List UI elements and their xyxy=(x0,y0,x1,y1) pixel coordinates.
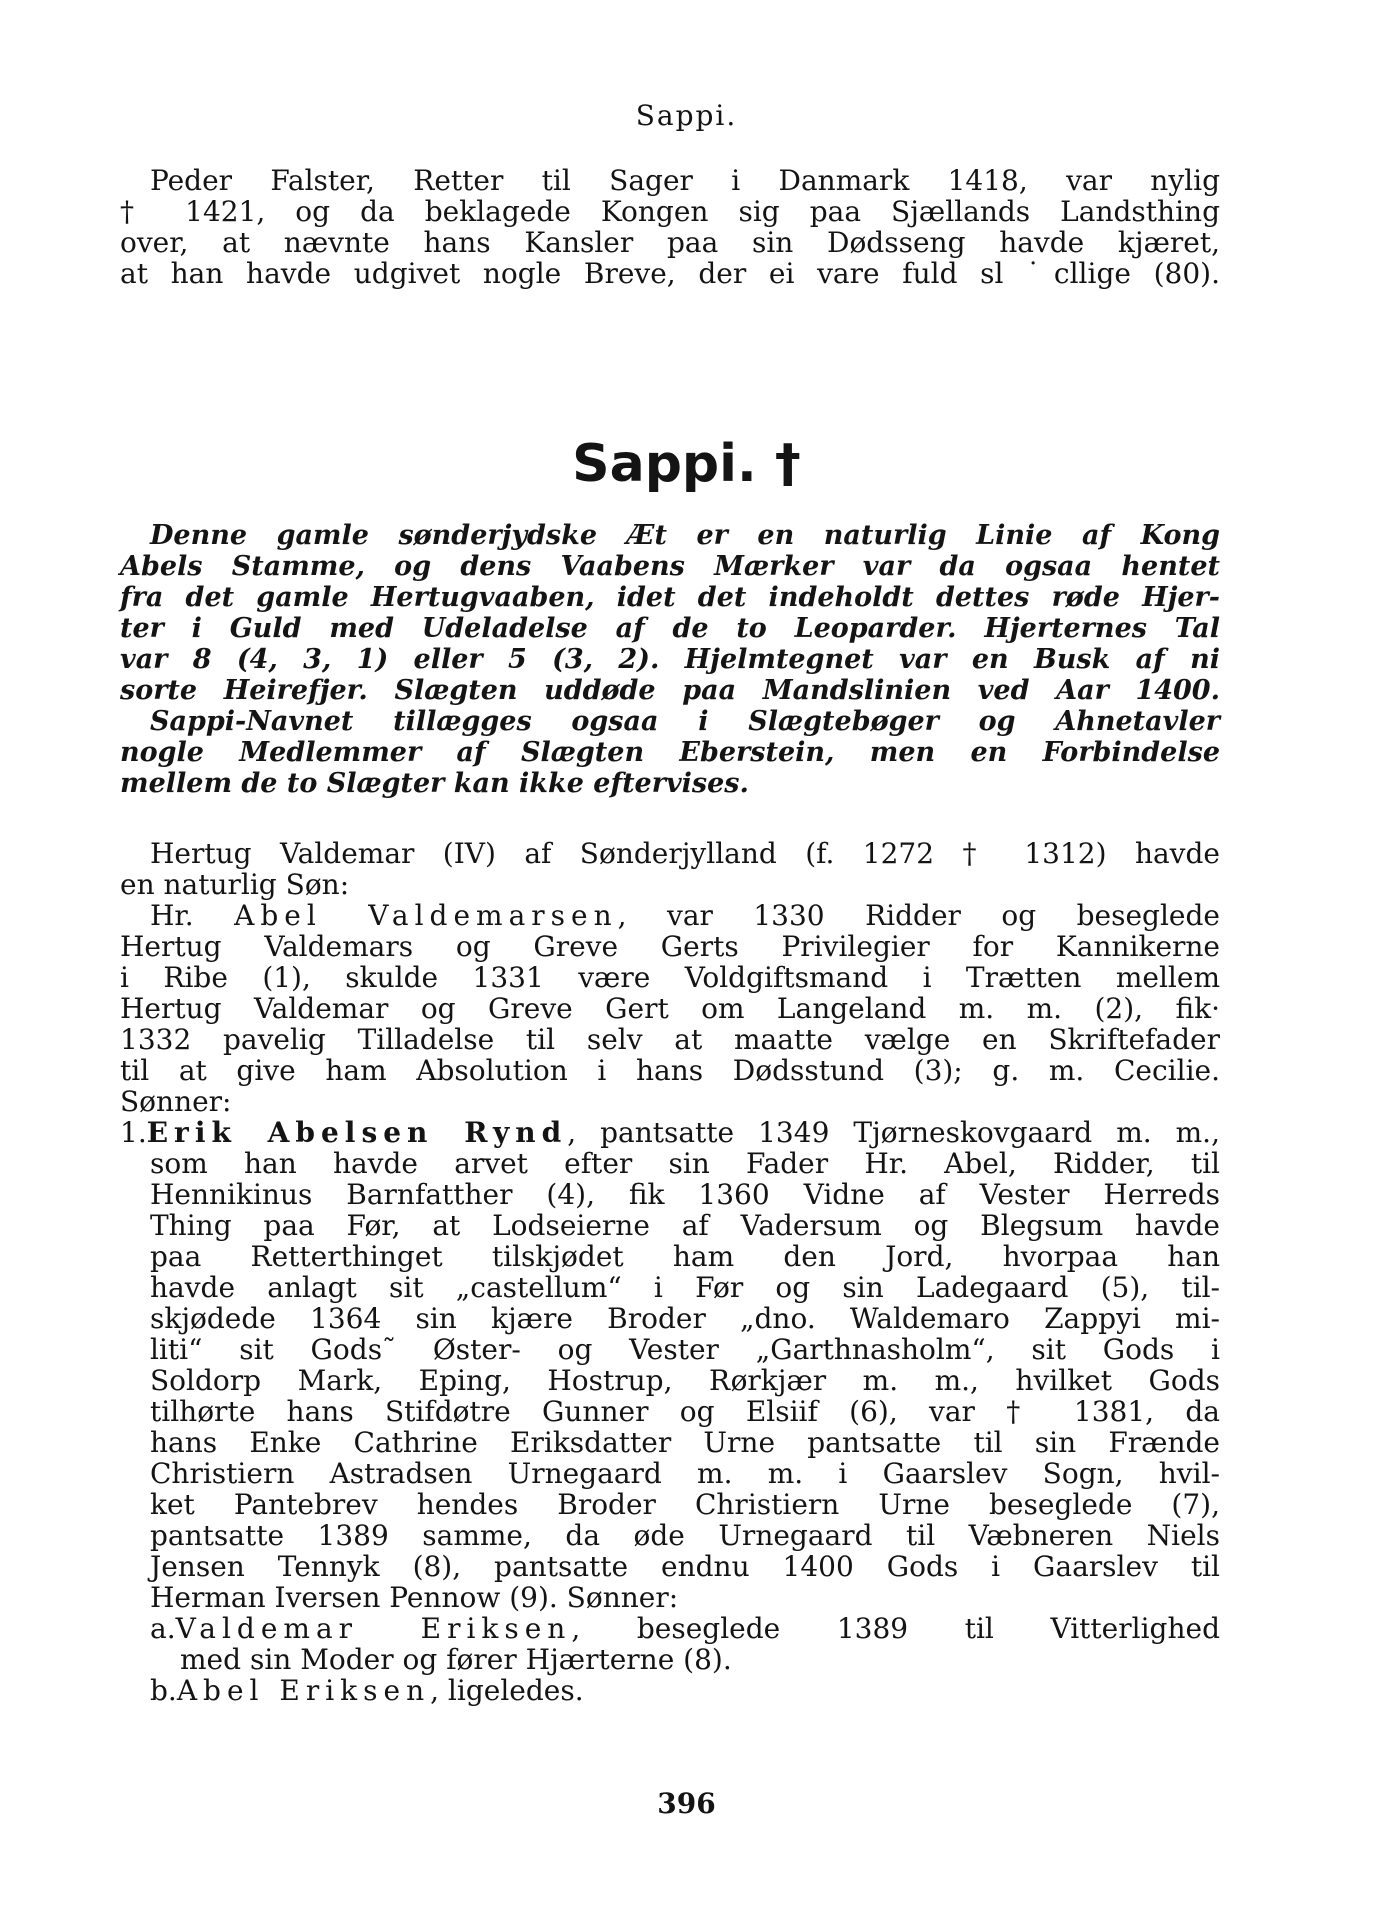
italic-line: Denne gamle sønderjydske Æt er en naturlig Linie af Kong xyxy=(150,520,1220,551)
abel-line: i Ribe (1), skulde 1331 være Voldgiftsmand i Trætten mellem xyxy=(120,961,1220,994)
abel-name: Abel Valdemarsen xyxy=(234,899,618,932)
running-head: Sappi. xyxy=(635,99,738,132)
valdemar-line: med sin Moder og fører Hjærterne (8). xyxy=(180,1643,732,1676)
abel-eriksen-label: b. xyxy=(150,1674,177,1707)
abel-eriksen-entry xyxy=(150,1675,584,1707)
italic-line: ter i Guld med Udeladelse af de to Leoparder. Hjerternes Tal xyxy=(120,613,1220,644)
abel-eriksen-rest: , ligeledes. xyxy=(430,1674,584,1707)
italic-line: mellem de to Slægter kan ikke eftervises. xyxy=(120,768,749,799)
erik-line: som han havde arvet efter sin Fader Hr. Abel, Ridder, til xyxy=(150,1147,1220,1180)
hertug-line: en naturlig Søn: xyxy=(120,868,350,901)
italic-line: Sappi-Navnet tillægges ogsaa i Slægtebøger og Ahnetavler xyxy=(150,706,1220,737)
section-title: Sappi. † xyxy=(572,434,801,494)
abel-line: Sønner: xyxy=(120,1085,232,1118)
erik-line: Jensen Tennyk (8), pantsatte endnu 1400 Gods i Gaarslev til xyxy=(150,1550,1220,1583)
italic-line: fra det gamle Hertugvaaben, idet det indeholdt dettes røde Hjer- xyxy=(120,582,1220,613)
erik-first-line xyxy=(120,1117,1220,1149)
abel-eriksen-name: Abel Eriksen xyxy=(176,1674,431,1707)
erik-line: Thing paa Før, at Lodseierne af Vadersum og Blegsum havde xyxy=(150,1209,1220,1242)
page-number: 396 xyxy=(657,1787,716,1820)
italic-line: Abels Stamme, og dens Vaabens Mærker var da ogsaa hentet xyxy=(120,551,1220,582)
erik-line: liti“ sit Gods˜ Øster- og Vester „Garthnasholm“, sit Gods i xyxy=(150,1333,1220,1366)
abel-first-line xyxy=(150,900,1220,932)
italic-line: nogle Medlemmer af Slægten Eberstein, men en Forbindelse xyxy=(120,737,1220,768)
erik-line: Hennikinus Barnfatther (4), fik 1360 Vidne af Vester Herreds xyxy=(150,1178,1220,1211)
abel-first-rest: , var 1330 Ridder og beseglede xyxy=(617,899,1220,932)
erik-line: Christiern Astradsen Urnegaard m. m. i Gaarslev Sogn, hvil- xyxy=(150,1457,1220,1490)
erik-name: Erik Abelsen Rynd xyxy=(146,1116,568,1149)
intro-line: at han havde udgivet nogle Breve, der ei vare fuld sl ˙cllige (80). xyxy=(120,257,1220,290)
italic-line: sorte Heirefjer. Slægten uddøde paa Mandslinien ved Aar 1400. xyxy=(120,675,1220,706)
erik-line: skjødede 1364 sin kjære Broder „dno. Waldemaro Zappyi mi- xyxy=(150,1302,1220,1335)
erik-line: ket Pantebrev hendes Broder Christiern Urne beseglede (7), xyxy=(150,1488,1220,1521)
erik-first-rest: , pantsatte 1349 Tjørneskovgaard m. m., xyxy=(567,1116,1220,1149)
italic-line: var 8 (4, 3, 1) eller 5 (3, 2). Hjelmtegnet var en Busk af ni xyxy=(120,644,1220,675)
valdemar-first-rest: , beseglede 1389 til Vitterlighed xyxy=(571,1612,1220,1645)
abel-line: Hertug Valdemars og Greve Gerts Privilegier for Kannikerne xyxy=(120,930,1220,963)
erik-line: havde anlagt sit „castellum“ i Før og sin Ladegaard (5), til- xyxy=(150,1271,1220,1304)
erik-number: 1. xyxy=(120,1116,147,1149)
valdemar-first-line xyxy=(150,1613,1220,1645)
abel-line: til at give ham Absolution i hans Dødsstund (3); g. m. Cecilie. xyxy=(120,1054,1220,1087)
erik-line: hans Enke Cathrine Eriksdatter Urne pantsatte til sin Frænde xyxy=(150,1426,1220,1459)
abel-prefix: Hr. xyxy=(150,899,194,932)
abel-line: 1332 pavelig Tilladelse til selv at maatte vælge en Skriftefader xyxy=(120,1023,1220,1056)
valdemar-name: Valdemar Eriksen xyxy=(175,1612,572,1645)
hertug-line: Hertug Valdemar (IV) af Sønderjylland (f. 1272 † 1312) havde xyxy=(150,837,1220,870)
intro-line: Peder Falster, Retter til Sager i Danmark 1418, var nylig xyxy=(150,164,1220,197)
intro-line: † 1421, og da beklagede Kongen sig paa Sjællands Landsthing xyxy=(120,195,1220,228)
erik-line: Herman Iversen Pennow (9). Sønner: xyxy=(150,1581,679,1614)
erik-line: paa Retterthinget tilskjødet ham den Jord, hvorpaa han xyxy=(150,1240,1220,1273)
intro-line: over, at nævnte hans Kansler paa sin Dødsseng havde kjæret, xyxy=(120,226,1220,259)
valdemar-label: a. xyxy=(150,1612,176,1645)
erik-line: tilhørte hans Stifdøtre Gunner og Elsiif (6), var † 1381, da xyxy=(150,1395,1220,1428)
erik-line: pantsatte 1389 samme, da øde Urnegaard til Væbneren Niels xyxy=(150,1519,1220,1552)
abel-line: Hertug Valdemar og Greve Gert om Langeland m. m. (2), fik· xyxy=(120,992,1220,1025)
erik-line: Soldorp Mark, Eping, Hostrup, Rørkjær m. m., hvilket Gods xyxy=(150,1364,1220,1397)
